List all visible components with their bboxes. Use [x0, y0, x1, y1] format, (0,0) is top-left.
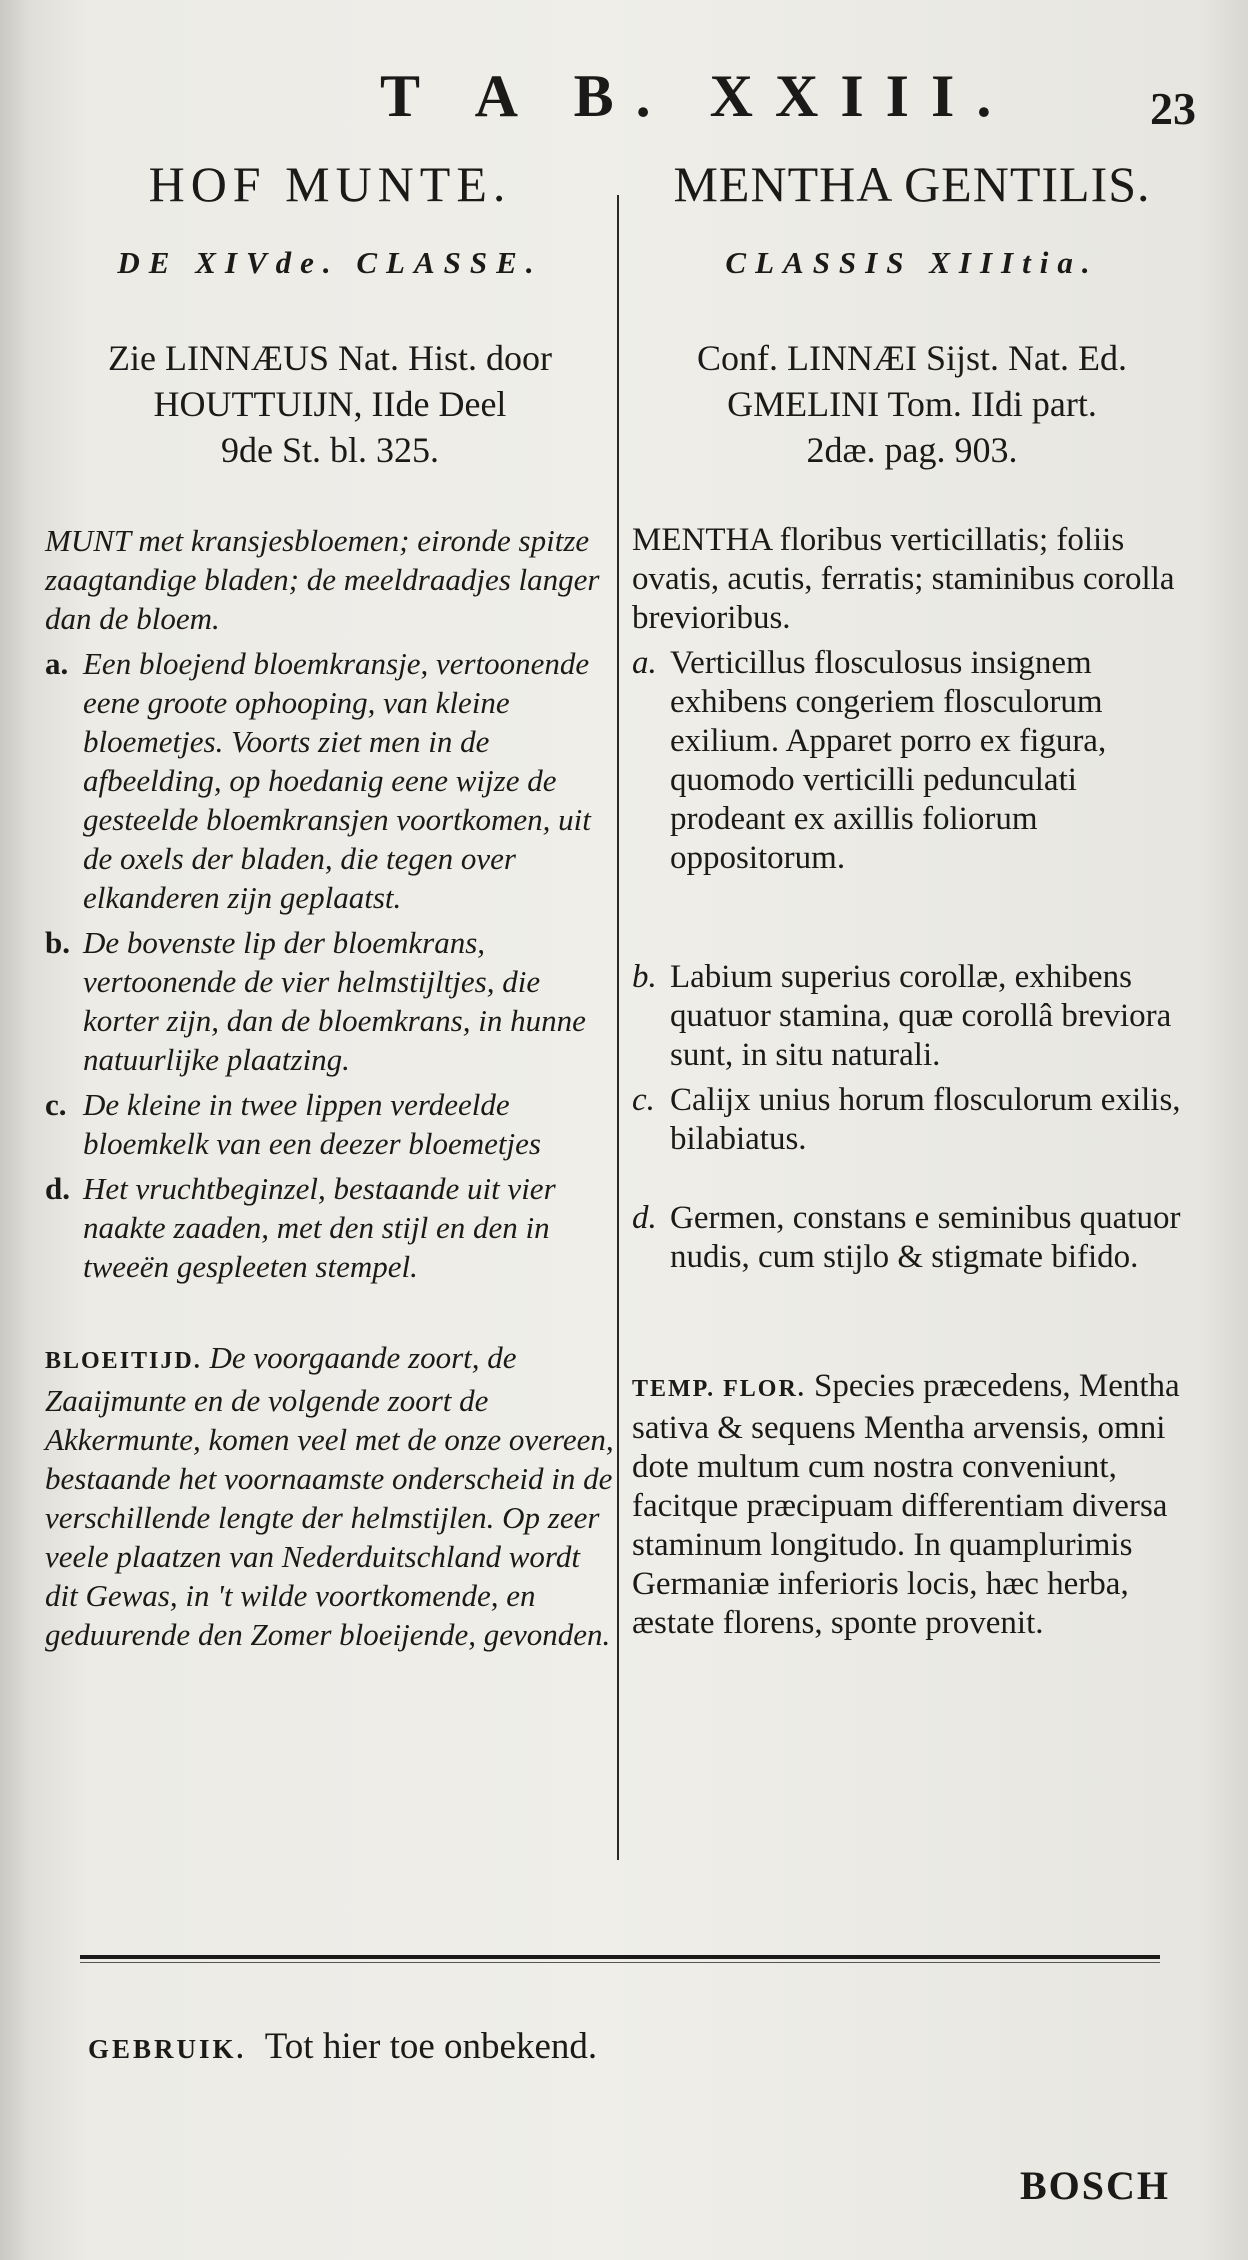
- dutch-plant-name: HOF MUNTE.: [148, 156, 512, 212]
- latin-flowering-time: [632, 1367, 1192, 1643]
- item-letter: b.: [45, 925, 70, 960]
- temp-label: TEMP. FLOR.: [632, 1376, 806, 1402]
- dutch-figure-list: [45, 644, 615, 1286]
- usage-text: Tot hier toe onbekend.: [264, 2026, 598, 2067]
- dutch-description: MUNT met kransjesbloemen; eironde spitze zaagtandige bladen; de meeldraadjes langer dan de bloem.: [45, 523, 600, 636]
- plate-title: T A B. XXIII.: [380, 63, 1014, 129]
- latin-figure-list: [632, 644, 1192, 1277]
- flowering-label: BLOEITIJD.: [45, 1348, 202, 1374]
- usage-note: [88, 2025, 597, 2068]
- footer-rule: [80, 1955, 1160, 1959]
- footer-rule-thin: [80, 1962, 1160, 1963]
- item-letter: c.: [45, 1087, 67, 1122]
- item-letter: d.: [45, 1171, 70, 1206]
- item-text: De bovenste lip der bloemkrans, vertoonende de vier helmstijltjes, die korter zijn, dan de bloemkrans, in hunne natuurlijke plaatzing.: [83, 925, 586, 1077]
- latin-plant-name: MENTHA GENTILIS.: [673, 156, 1151, 212]
- dutch-column: [45, 155, 615, 1654]
- latin-description: MENTHA floribus verticillatis; foliis ovatis, acutis, ferratis; staminibus corolla brevioribus.: [632, 522, 1175, 636]
- flowering-text: De voorgaande zoort, de Zaaijmunte en de volgende zoort de Akkermunte, komen veel met de onze overeen, bestaande het voornaamste onderscheid in de verschillende lengte der helmstijlen. Op zeer veele plaatzen van Nederduitschland wordt dit Gewas, in 't wilde voortkomende, en geduurende den Zomer bloeijende, gevonden.: [45, 1340, 614, 1652]
- column-divider: [617, 195, 619, 1860]
- item-text: Labium superius corollæ, exhibens quatuor stamina, quæ corollâ breviora sunt, in situ naturali.: [670, 959, 1172, 1073]
- item-text: Germen, constans e seminibus quatuor nudis, cum stijlo & stigmate bifido.: [670, 1200, 1181, 1275]
- dutch-reference: Zie LINNÆUS Nat. Hist. door HOUTTUIJN, IIde Deel 9de St. bl. 325.: [108, 338, 552, 470]
- dutch-flowering-time: [45, 1338, 615, 1654]
- page-number: 23: [1150, 83, 1196, 134]
- temp-text: Species præcedens, Mentha sativa & sequens Mentha arvensis, omni dote multum cum nostra conveniunt, facitque præcipuam differentiam diversa staminum longitudo. In quamplurimis Germaniæ inferioris locis, hæc herba, æstate florens, sponte provenit.: [632, 1368, 1180, 1641]
- usage-label: GEBRUIK.: [88, 2034, 247, 2064]
- latin-column: [632, 155, 1192, 1643]
- latin-class-line: CLASSIS XIIItia.: [725, 245, 1099, 280]
- item-text: Verticillus flosculosus insignem exhibens congeriem flosculorum exilium. Apparet porro ex figura, quomodo verticilli pedunculati prodeant ex axillis foliorum oppositorum.: [670, 645, 1107, 876]
- dutch-class-line: DE XIVde. CLASSE.: [117, 245, 543, 280]
- list-item: [632, 958, 1192, 1075]
- list-item: [45, 1085, 615, 1163]
- list-item: [45, 923, 615, 1079]
- item-text: Het vruchtbeginzel, bestaande uit vier naakte zaaden, met den stijl en den in tweeën gespleeten stempel.: [83, 1171, 556, 1284]
- item-text: Calijx unius horum flosculorum exilis, bilabiatus.: [670, 1082, 1181, 1157]
- list-item: [45, 644, 615, 917]
- list-item: [632, 1199, 1192, 1277]
- item-text: De kleine in twee lippen verdeelde bloemkelk van een deezer bloemetjes: [83, 1087, 541, 1161]
- item-letter: a.: [632, 645, 657, 681]
- list-item: [632, 644, 1192, 878]
- list-item: [632, 1081, 1192, 1159]
- item-letter: b.: [632, 959, 657, 995]
- item-letter: d.: [632, 1200, 657, 1236]
- latin-reference: Conf. LINNÆI Sijst. Nat. Ed. GMELINI Tom. IIdi part. 2dæ. pag. 903.: [697, 338, 1127, 470]
- catchword: BOSCH: [1020, 2163, 1171, 2208]
- item-letter: c.: [632, 1082, 655, 1118]
- item-letter: a.: [45, 646, 69, 681]
- list-item: [45, 1169, 615, 1286]
- item-text: Een bloejend bloemkransje, vertoonende eene groote ophooping, van kleine bloemetjes. Voorts ziet men in de afbeelding, op hoedanig eene wijze de gesteelde bloemkransjen voortkomen, uit de oxels der bladen, die tegen over elkanderen zijn geplaatst.: [83, 646, 591, 915]
